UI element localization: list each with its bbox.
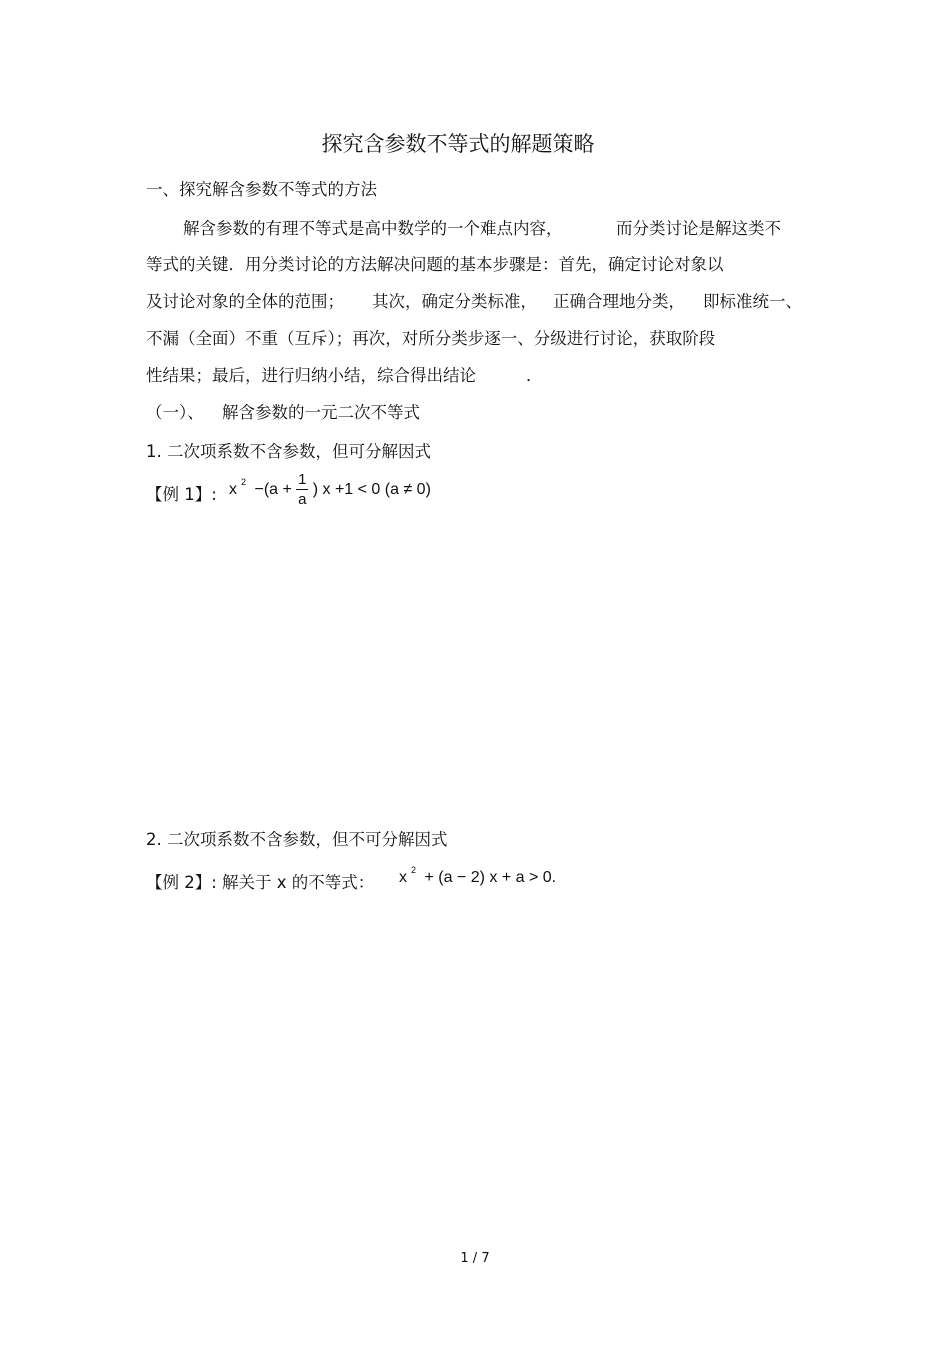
section-heading: 一、探究解含参数不等式的方法	[146, 180, 377, 199]
fraction-denominator: a	[298, 491, 307, 509]
item-heading-1: 1. 二次项系数不含参数，但可分解因式	[146, 442, 431, 461]
paragraph-line-3d: 即标准统一、	[703, 292, 802, 311]
document-title: 探究含参数不等式的解题策略	[321, 132, 595, 156]
paragraph-line-3c: 正确合理地分类，	[553, 292, 685, 311]
formula-part: ) x +1 < 0 (a ≠ 0)	[312, 481, 431, 498]
formula-fraction	[296, 471, 308, 509]
formula-part: + (a − 2) x + a > 0.	[424, 869, 557, 886]
item-heading-2: 2. 二次项系数不含参数，但不可分解因式	[146, 830, 448, 849]
example-2-label: 【例 2】: 解关于 x 的不等式：	[146, 873, 375, 892]
paragraph-line-4: 不漏（全面）不重（互斥）；再次，对所分类步逐一、分级进行讨论，获取阶段	[146, 329, 716, 348]
formula-variable: x	[399, 869, 407, 886]
fraction-numerator: 1	[298, 471, 307, 489]
paragraph-line-2: 等式的关键．用分类讨论的方法解决问题的基本步骤是：首先，确定讨论对象以	[146, 255, 724, 274]
paragraph-line-1b: 而分类讨论是解这类不	[616, 219, 781, 238]
paragraph-line-3a: 及讨论对象的全体的范围；	[146, 292, 344, 311]
formula-exponent: 2	[411, 865, 417, 875]
subsection-heading-number: （一）、	[146, 403, 204, 422]
paragraph-line-5b: ．	[526, 366, 543, 385]
example-1-formula	[229, 471, 431, 509]
paragraph-line-1a: 解含参数的有理不等式是高中数学的一个难点内容，	[183, 219, 563, 238]
example-1-label: 【例 1】:	[146, 485, 217, 504]
formula-exponent: 2	[241, 477, 247, 487]
subsection-heading-text: 解含参数的一元二次不等式	[222, 403, 420, 422]
example-2-formula	[399, 865, 557, 887]
formula-part: −(a +	[254, 481, 292, 498]
fraction-bar	[296, 489, 308, 490]
page-number: 1 / 7	[460, 1251, 490, 1266]
formula-variable: x	[229, 481, 237, 498]
paragraph-line-5a: 性结果；最后，进行归纳小结，综合得出结论	[146, 366, 476, 385]
paragraph-line-3b: 其次，确定分类标准，	[372, 292, 537, 311]
